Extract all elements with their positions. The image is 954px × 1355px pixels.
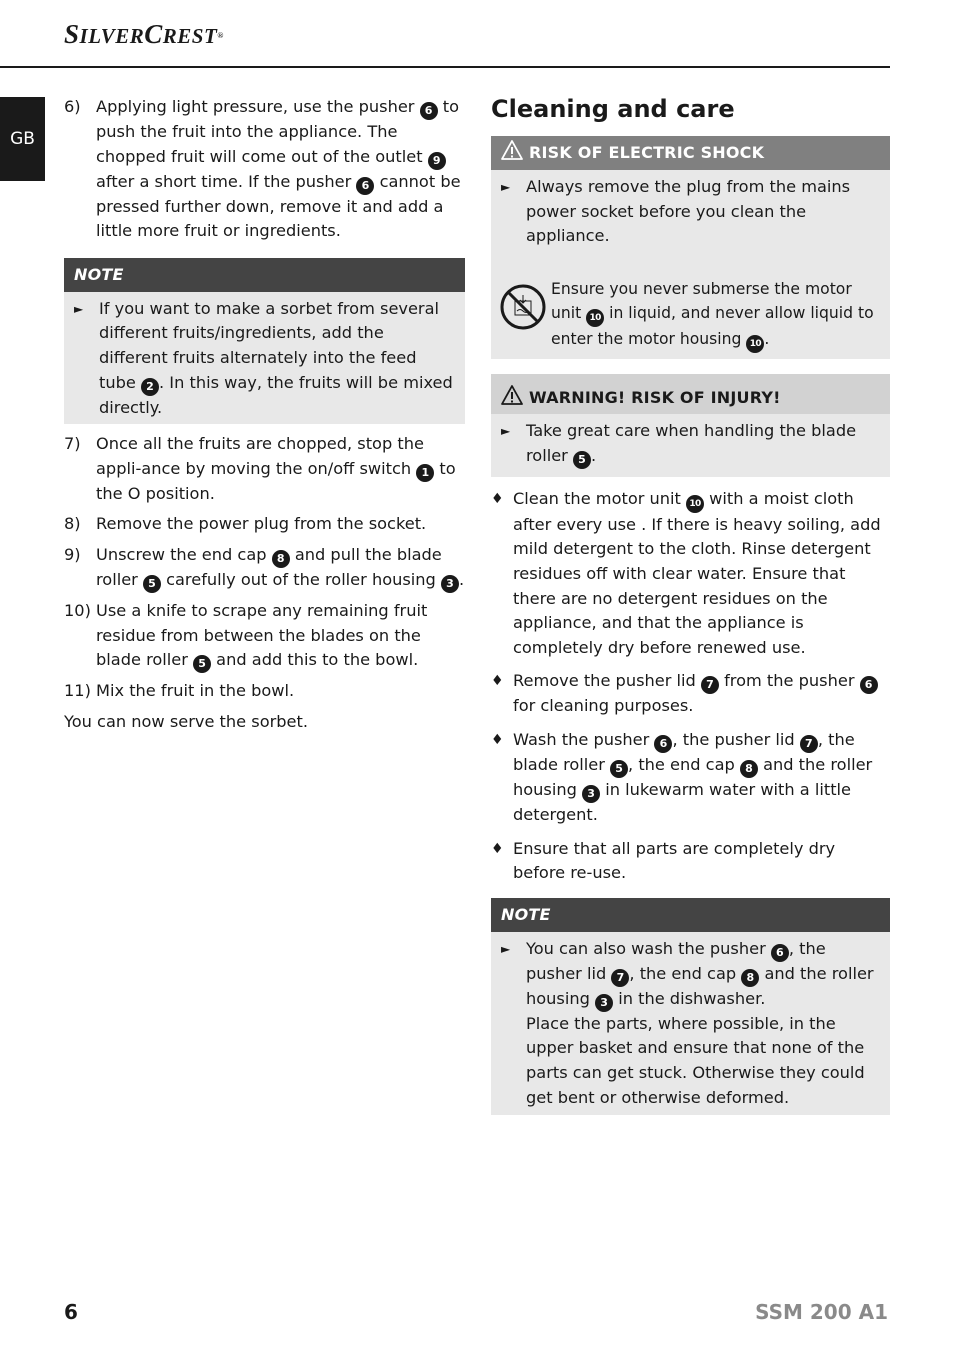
note-text: If you want to make a sorbet from several different fruits/ingredients, add the different fruits alternately into the feed tube <box>99 298 440 392</box>
injury-item <box>501 419 880 469</box>
bullet-text: in lukewarm water with a little detergent. <box>513 780 852 825</box>
part-number-badge: 3 <box>595 994 613 1012</box>
part-number-badge: 6 <box>356 177 374 195</box>
step-6 <box>64 95 465 244</box>
step-number: 8) <box>64 514 81 534</box>
bullet-text: , the pusher lid <box>672 730 800 750</box>
brand-logo <box>64 19 224 49</box>
step-number: 7) <box>64 434 81 454</box>
header-rule <box>0 66 890 68</box>
part-number-badge: 3 <box>441 575 459 593</box>
shock-text: Ensure you never submerse the motor unit <box>551 279 852 323</box>
part-number-badge: 2 <box>141 378 159 396</box>
part-number-badge: 7 <box>611 969 629 987</box>
step-text: to the O position. <box>96 458 456 503</box>
bullet-text: Ensure that all parts are completely dry before re-use. <box>513 838 836 883</box>
diamond-bullet-icon: ♦ <box>491 732 504 749</box>
no-immersion-item <box>501 277 880 354</box>
step-number: 11) <box>64 681 91 701</box>
part-number-badge: 9 <box>428 152 446 170</box>
part-number-badge: 6 <box>771 944 789 962</box>
arrow-bullet-icon: ► <box>501 941 511 956</box>
injury-warning-box <box>491 374 890 477</box>
no-immersion-icon <box>499 283 547 331</box>
injury-body <box>491 414 890 477</box>
part-number-badge: 1 <box>416 464 434 482</box>
injury-title-bar <box>491 374 890 414</box>
logo-letter-s: S <box>64 19 80 49</box>
shock-text: in liquid, and never allow liquid to enter the motor housing <box>551 304 874 349</box>
step-number: 6) <box>64 97 81 116</box>
part-number-badge: 8 <box>740 760 758 778</box>
part-number-badge: 8 <box>741 969 759 987</box>
step-text: Remove the power plug from the socket. <box>96 514 427 534</box>
bullet-text: Remove the pusher lid <box>513 671 701 691</box>
part-number-badge: 10 <box>586 309 604 327</box>
part-number-badge: 6 <box>860 676 878 694</box>
note-body <box>491 932 890 1115</box>
diamond-bullet-icon: ♦ <box>491 490 504 507</box>
step-text: Mix the fruit in the bowl. <box>96 681 295 701</box>
shock-title: RISK OF ELECTRIC SHOCK <box>529 143 765 162</box>
part-number-badge: 7 <box>800 735 818 753</box>
shock-body <box>491 170 890 359</box>
logo-text-rest: REST <box>162 24 218 48</box>
bullet-text: from the pusher <box>718 671 860 691</box>
step-number: 9) <box>64 544 81 564</box>
registered-mark: ® <box>217 31 224 40</box>
dishwasher-note-box <box>491 898 890 1115</box>
bullet-text: and the roller housing <box>513 755 873 800</box>
step-text: Once all the fruits are chopped, stop the appli-ance by moving the on/off switch <box>96 434 424 478</box>
warning-triangle-icon <box>501 140 523 160</box>
arrow-bullet-icon: ► <box>501 424 511 439</box>
shock-text: Always remove the plug from the mains power socket before you clean the appliance. <box>526 177 851 246</box>
step-text: cannot be pressed further down, remove it and add a little more fruit or ingredients. <box>96 171 461 241</box>
part-number-badge: 10 <box>686 495 704 513</box>
note-box <box>64 258 465 424</box>
diamond-bullet-icon: ♦ <box>491 840 504 857</box>
bullet-text: Wash the pusher <box>513 730 655 750</box>
arrow-bullet-icon: ► <box>501 180 511 194</box>
step-7 <box>64 432 465 506</box>
step-text: Applying light pressure, use the pusher <box>96 97 420 116</box>
part-number-badge: 7 <box>701 676 719 694</box>
part-number-badge: 10 <box>746 335 764 353</box>
note-text: and the roller housing <box>526 963 874 1008</box>
logo-text-ilver: ILVER <box>79 24 145 48</box>
step-text: and pull the blade roller <box>96 544 442 589</box>
note-item <box>74 297 455 420</box>
left-column <box>64 95 465 740</box>
note-text: , the end cap <box>629 963 742 983</box>
part-number-badge: 6 <box>654 735 672 753</box>
bullet-text: Clean the motor unit <box>513 488 687 508</box>
note-text: , the pusher lid <box>526 938 826 983</box>
step-10 <box>64 599 465 673</box>
language-tab: GB <box>0 97 45 181</box>
page-number: 6 <box>64 1300 78 1324</box>
electric-shock-box <box>491 136 890 359</box>
part-number-badge: 6 <box>420 102 438 120</box>
shock-title-bar <box>491 136 890 170</box>
cleaning-bullet-3 <box>491 728 890 828</box>
right-column <box>491 92 890 1123</box>
injury-text: . <box>590 445 597 465</box>
part-number-badge: 5 <box>193 655 211 673</box>
bullet-text: with a moist cloth after every use . If there is heavy soiling, add mild detergent to the cloth. Rinse detergent residues off with clear water. Ensure that there are no detergent residues on the appliance, and that the appliance is completely dry before renewed use. <box>513 488 881 657</box>
arrow-bullet-icon: ► <box>74 301 84 316</box>
bullet-text: , the end cap <box>628 755 740 775</box>
note-body <box>64 292 465 424</box>
bullet-text: , the blade roller <box>513 730 855 775</box>
step-text: . <box>458 569 465 589</box>
step-8 <box>64 512 465 537</box>
step-text: after a short time. If the pusher <box>96 171 357 191</box>
step-text: Use a knife to scrape any remaining fruit residue from between the blades on the blade roller <box>96 600 428 670</box>
closing-text: You can now serve the sorbet. <box>64 711 308 731</box>
part-number-badge: 3 <box>582 785 600 803</box>
model-number: SSM 200 A1 <box>755 1300 888 1324</box>
cleaning-bullet-4 <box>491 837 890 886</box>
injury-title: WARNING! RISK OF INJURY! <box>529 388 781 408</box>
bullet-text: for cleaning purposes. <box>513 696 694 716</box>
note-title: NOTE <box>491 898 890 932</box>
shock-text: . <box>764 330 770 349</box>
section-title: Cleaning and care <box>491 95 735 123</box>
step-text: to push the fruit into the appliance. The chopped fruit will come out of the outlet <box>96 97 460 166</box>
part-number-badge: 5 <box>143 575 161 593</box>
step-text: Unscrew the end cap <box>96 544 272 564</box>
note-item <box>501 937 880 1110</box>
step-text: carefully out of the roller housing <box>160 569 441 589</box>
note-text: . In this way, the fruits will be mixed directly. <box>99 372 453 417</box>
step-11 <box>64 679 465 704</box>
injury-text: Take great care when handling the blade roller <box>526 421 857 465</box>
cleaning-bullet-1 <box>491 487 890 661</box>
step-number: 10) <box>64 600 91 620</box>
note-text: in the dishwasher. <box>613 988 766 1008</box>
part-number-badge: 8 <box>272 550 290 568</box>
note-title: NOTE <box>64 258 465 292</box>
step-9 <box>64 543 465 593</box>
step-text: and add this to the bowl. <box>211 650 419 670</box>
part-number-badge: 5 <box>573 451 591 469</box>
note-text-continued: Place the parts, where possible, in the upper basket and ensure that none of the parts can get stuck. Otherwise they could get bent or otherwise deformed. <box>526 1013 865 1107</box>
note-text: You can also wash the pusher <box>526 938 771 958</box>
warning-triangle-icon <box>501 385 523 405</box>
shock-item <box>501 175 880 249</box>
cleaning-bullet-2 <box>491 669 890 719</box>
part-number-badge: 5 <box>610 760 628 778</box>
diamond-bullet-icon: ♦ <box>491 673 504 690</box>
logo-letter-c: C <box>144 19 163 49</box>
